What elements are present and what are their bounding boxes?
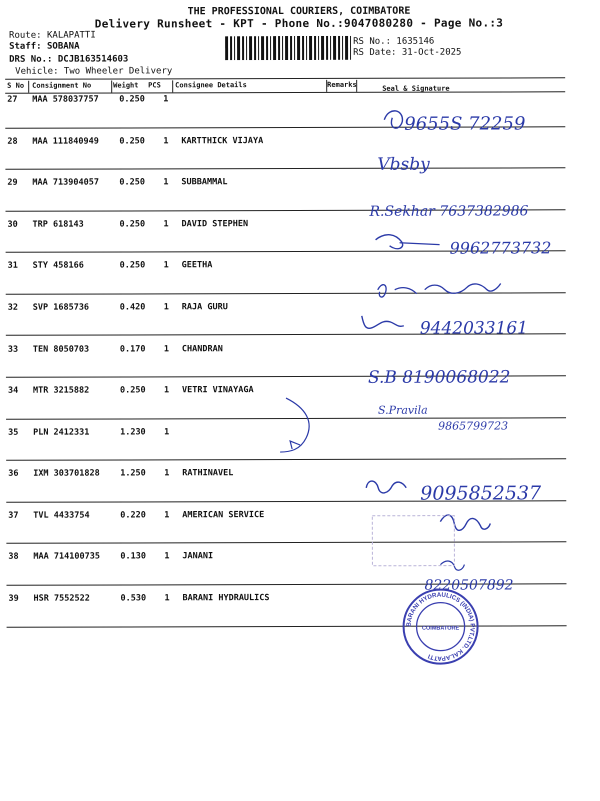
- barcode-bar: [273, 36, 276, 60]
- barcode-bar: [237, 36, 240, 60]
- row-consignee: JANANI: [182, 551, 214, 562]
- row-sno: 36: [8, 468, 19, 479]
- column-divider: [28, 81, 29, 93]
- row-weight: 0.530: [120, 593, 147, 604]
- barcode-bar: [270, 36, 271, 60]
- row-divider: [5, 126, 565, 128]
- row-sno: 39: [8, 593, 19, 604]
- handwritten-phone: R.Sekhar 7637382986: [369, 203, 529, 220]
- row-consignment: HSR 7552522: [33, 593, 90, 604]
- row-consignment: MTR 3215882: [32, 385, 90, 396]
- row-pcs: 1: [164, 468, 170, 479]
- row-consignee: RAJA GURU: [181, 302, 228, 313]
- signature-scribble: [366, 481, 406, 493]
- barcode-bar: [338, 36, 340, 60]
- barcode-image: [225, 36, 351, 60]
- barcode-bar: [285, 36, 288, 60]
- row-divider: [6, 417, 566, 419]
- row-consignment: PLN 2412331: [33, 427, 90, 438]
- row-pcs: 1: [164, 551, 170, 562]
- row-divider: [6, 375, 566, 377]
- row-pcs: 1: [164, 510, 170, 521]
- barcode-bar: [230, 36, 232, 60]
- barcode-bar: [321, 36, 324, 60]
- barcode-bar: [249, 36, 252, 60]
- row-consignment: MAA 714100735: [33, 551, 100, 562]
- table-top-border: [5, 77, 565, 79]
- row-consignee: BARANI HYDRAULICS: [182, 593, 270, 604]
- barcode-bar: [333, 36, 336, 60]
- table-header-border: [5, 91, 565, 93]
- barcode-bar: [345, 36, 348, 60]
- row-sno: 27: [7, 94, 18, 105]
- barcode-bar: [294, 36, 295, 60]
- column-header-weight: Weight: [113, 81, 139, 90]
- row-pcs: 1: [163, 302, 169, 313]
- vehicle-label: Vehicle: Two Wheeler Delivery: [15, 66, 173, 77]
- column-header-consignment: Consignment No: [32, 81, 92, 90]
- row-pcs: 1: [163, 219, 169, 230]
- row-pcs: 1: [163, 344, 170, 355]
- barcode-bar: [314, 36, 316, 60]
- row-consignee: AMERICAN SERVICE: [182, 510, 265, 521]
- row-divider: [6, 500, 566, 502]
- row-weight: 0.170: [119, 344, 146, 355]
- row-pcs: 1: [163, 136, 169, 147]
- row-sno: 34: [7, 385, 19, 396]
- row-consignee: VETRI VINAYAGA: [181, 385, 254, 396]
- row-weight: 0.420: [119, 302, 146, 313]
- row-divider: [7, 625, 567, 627]
- barcode-bar: [306, 36, 307, 60]
- row-weight: 0.250: [119, 94, 145, 105]
- table-row: [0, 384, 600, 396]
- column-divider: [111, 80, 112, 92]
- barcode-bar: [302, 36, 304, 60]
- staff-label: Staff: SOBANA: [9, 41, 80, 52]
- row-sno: 35: [8, 427, 19, 438]
- column-header-seal: Seal & Signature: [382, 84, 450, 93]
- barcode-bar: [246, 36, 247, 60]
- row-divider: [6, 333, 566, 335]
- handwritten-phone: 9095852537: [420, 482, 542, 505]
- row-sno: 30: [7, 219, 18, 230]
- barcode-bar: [254, 36, 256, 60]
- row-weight: 0.250: [119, 219, 146, 230]
- row-pcs: 1: [163, 260, 169, 271]
- rs-number: RS No.: 1635146: [353, 36, 435, 47]
- row-weight: 0.250: [119, 136, 145, 147]
- barcode-bar: [290, 36, 292, 60]
- seal-city: COIMBATORE: [422, 625, 460, 632]
- row-pcs: 1: [164, 593, 170, 604]
- rs-date: RS Date: 31-Oct-2025: [353, 47, 462, 58]
- row-consignment: MAA 713904057: [32, 177, 99, 188]
- handwritten-name: S.Pravila: [378, 403, 428, 417]
- company-title: THE PROFESSIONAL COURIERS, COIMBATORE: [187, 5, 411, 18]
- column-divider: [172, 80, 173, 92]
- row-consignment: MAA 111840949: [32, 136, 99, 147]
- column-header-remarks: Remarks: [327, 80, 357, 89]
- row-pcs: 1: [163, 177, 169, 188]
- row-consignment: MAA 578037757: [32, 94, 99, 105]
- barcode-bar: [350, 36, 351, 60]
- signature-scribble: [440, 561, 464, 570]
- handwritten-phone: 9962773732: [449, 238, 552, 258]
- row-divider: [6, 250, 566, 252]
- barcode-bar: [278, 36, 280, 60]
- row-divider: [6, 583, 566, 585]
- row-weight: 0.220: [120, 510, 146, 521]
- table-row: [1, 592, 600, 604]
- row-weight: 0.250: [119, 260, 146, 271]
- row-consignee: DAVID STEPHEN: [181, 219, 249, 230]
- row-pcs: 1: [163, 385, 170, 396]
- row-sno: 37: [8, 510, 19, 521]
- signature-scribble: [400, 243, 440, 245]
- row-sno: 31: [7, 260, 18, 271]
- row-divider: [5, 167, 565, 169]
- column-header-pcs: PCS: [148, 81, 161, 90]
- row-weight: 0.130: [120, 551, 147, 562]
- column-header-consignee: Consignee Details: [175, 81, 247, 90]
- table-row: [0, 301, 600, 313]
- barcode-bar: [282, 36, 283, 60]
- table-row: [0, 509, 600, 521]
- table-row: [0, 218, 600, 230]
- table-row: [0, 550, 600, 562]
- handwritten-phone: 9655S 72259: [404, 113, 526, 135]
- row-consignee: KARTTHICK VIJAYA: [181, 136, 264, 147]
- signature-scribble: [280, 398, 309, 452]
- handwritten-phone: S.B 8190068022: [367, 367, 511, 388]
- row-sno: 33: [7, 344, 19, 355]
- row-divider: [6, 458, 566, 460]
- row-divider: [6, 292, 566, 294]
- row-consignment: TEN 8050703: [32, 344, 90, 355]
- drs-number: DRS No.: DCJB163514603: [9, 54, 129, 65]
- column-header-sno: S No: [7, 81, 25, 90]
- handwritten-phone: 9865799723: [438, 419, 509, 433]
- row-pcs: 1: [164, 427, 170, 438]
- handwritten-phone: 9442033161: [419, 318, 529, 339]
- barcode-bar: [258, 36, 259, 60]
- table-row: [0, 259, 600, 271]
- row-sno: 28: [7, 136, 18, 147]
- row-consignee: RATHINAVEL: [182, 468, 234, 479]
- barcode-bar: [225, 36, 228, 60]
- handwritten-phone: 8220507892: [424, 577, 514, 594]
- barcode-bar: [242, 36, 244, 60]
- table-row: [0, 135, 599, 147]
- signature-scribble: [440, 515, 490, 530]
- row-pcs: 1: [163, 94, 169, 105]
- row-consignment: IXM 303701828: [33, 468, 100, 479]
- row-divider: [6, 541, 566, 543]
- row-consignee: SUBBAMMAL: [181, 177, 228, 188]
- table-row: [0, 467, 600, 479]
- barcode-bar: [326, 36, 328, 60]
- barcode-bar: [297, 36, 300, 60]
- barcode-bar: [309, 36, 312, 60]
- row-weight: 0.250: [119, 385, 146, 396]
- row-divider: [6, 209, 566, 211]
- runsheet-title: Delivery Runsheet - KPT - Phone No.:9047080280 - Page No.:3: [94, 16, 504, 31]
- signature-scribble: [376, 235, 403, 249]
- barcode-bar: [330, 36, 331, 60]
- table-row: [0, 176, 599, 188]
- row-consignee: GEETHA: [181, 260, 213, 271]
- row-sno: 29: [7, 177, 18, 188]
- row-sno: 38: [8, 551, 19, 562]
- handwritten-signature: Vbsby: [377, 154, 430, 175]
- barcode-bar: [342, 36, 343, 60]
- table-row: [0, 343, 600, 355]
- seal-ring-text: BARANI HYDRAULICS (INDIA) PVT.LTD. KALAPATTI: [405, 591, 476, 662]
- row-consignment: TRP 618143: [32, 219, 84, 230]
- signature-scribble: [290, 441, 300, 449]
- row-consignment: TVL 4433754: [33, 510, 90, 521]
- row-sno: 32: [7, 302, 19, 313]
- row-consignment: SVP 1685736: [32, 302, 90, 313]
- signature-scribble: [384, 111, 402, 128]
- barcode-bar: [266, 36, 268, 60]
- row-weight: 0.250: [119, 177, 146, 188]
- row-weight: 1.230: [120, 427, 146, 438]
- route-label: Route: KALAPATTI: [9, 30, 96, 41]
- signature-scribble: [378, 283, 501, 297]
- row-consignment: STY 458166: [32, 260, 84, 271]
- signature-scribble: [362, 316, 404, 329]
- barcode-bar: [318, 36, 319, 60]
- row-consignee: CHANDRAN: [181, 344, 223, 355]
- row-weight: 1.250: [120, 468, 146, 479]
- barcode-bar: [261, 36, 264, 60]
- barcode-bar: [234, 36, 235, 60]
